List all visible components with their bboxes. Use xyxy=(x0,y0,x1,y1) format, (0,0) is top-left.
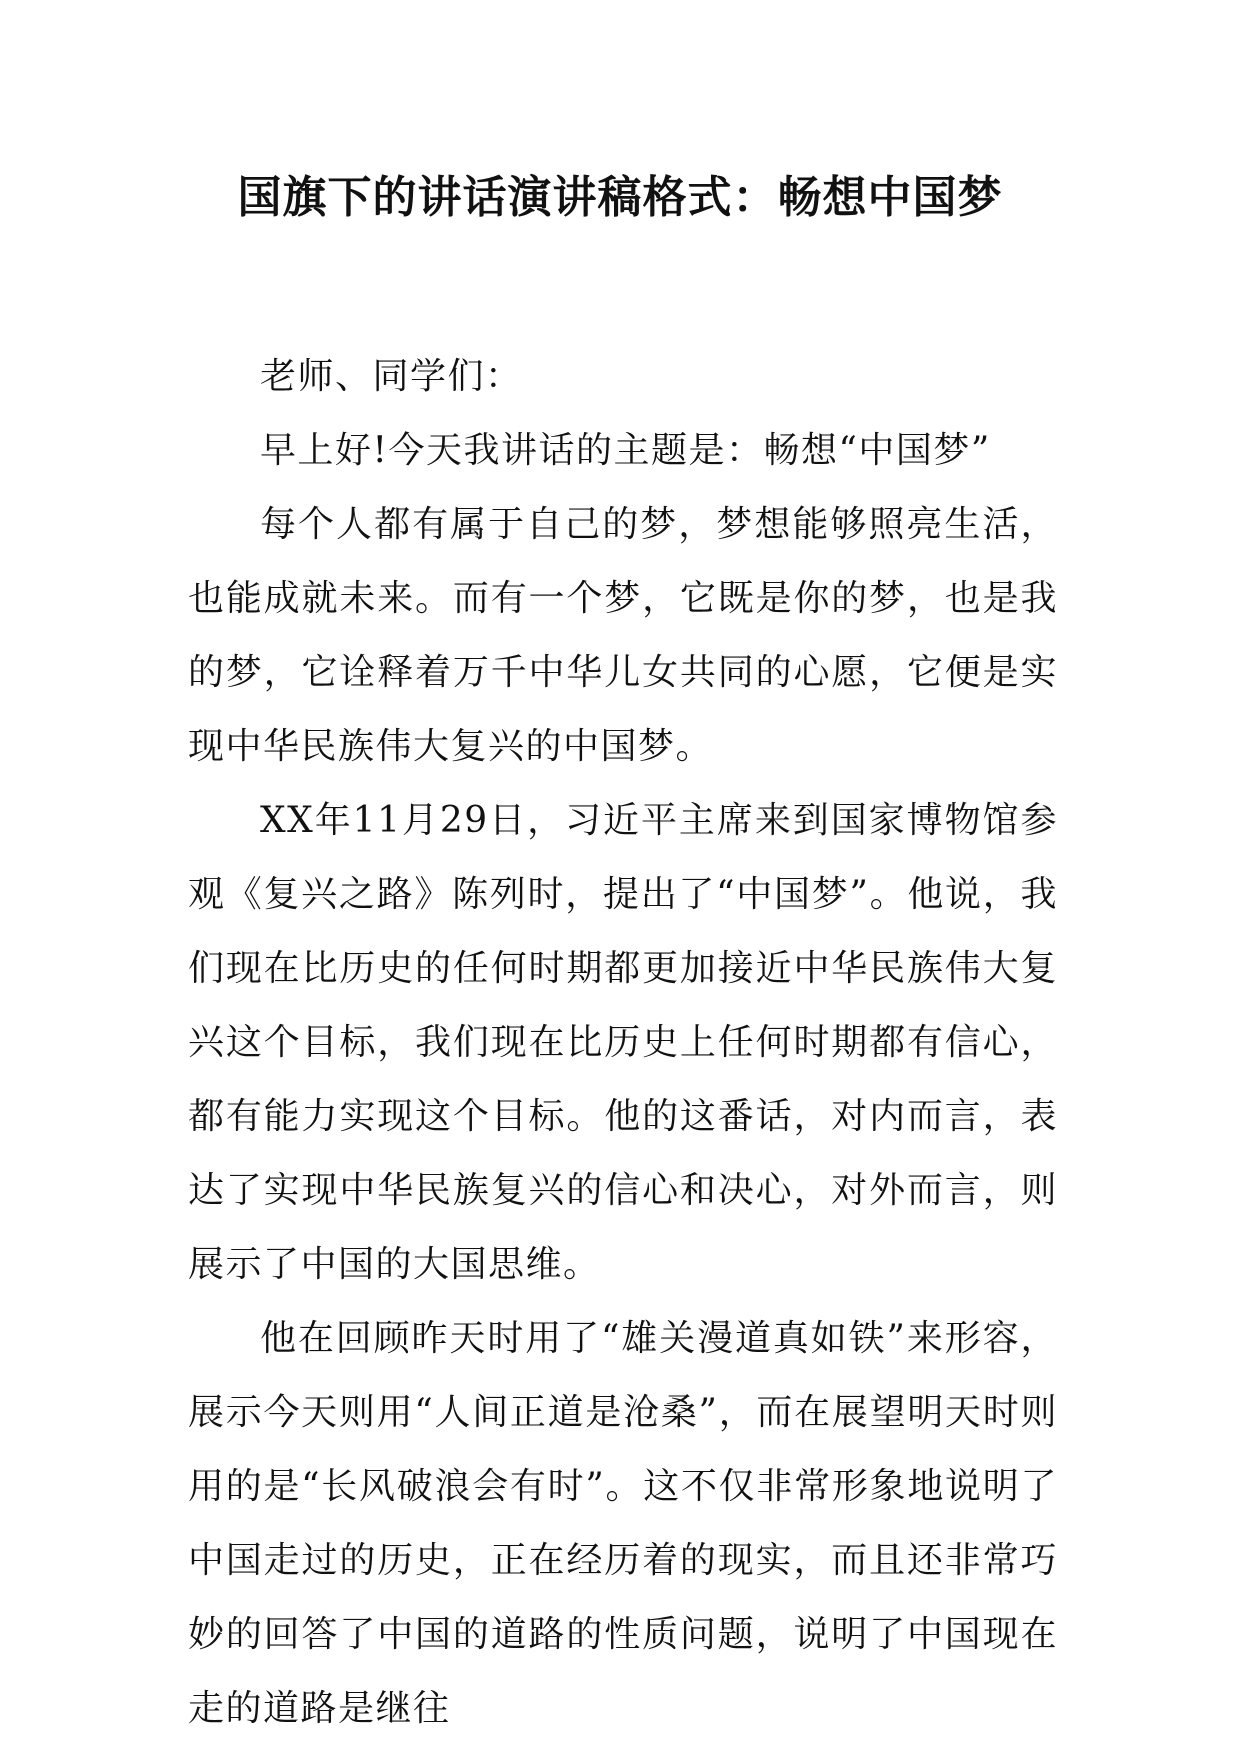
paragraph-salutation: 老师、同学们： xyxy=(260,356,523,397)
paragraph-dream-intro: 每个人都有属于自己的梦，梦想能够照亮生活，也能成就未来。而有一个梦，它既是你的梦，也是我的梦，它诠释着万千中华儿女共同的心愿，它便是实现中华民族伟大复兴的中国梦。 xyxy=(188,504,1058,767)
document-title: 国旗下的讲话演讲稿格式：畅想中国梦 xyxy=(237,172,1003,223)
paragraph-greeting: 早上好!今天我讲话的主题是：畅想“中国梦” xyxy=(260,430,991,471)
document-body xyxy=(188,340,1058,1746)
paragraph-museum-visit: XX年11月29日，习近平主席来到国家博物馆参观《复兴之路》陈列时，提出了“中国梦”。他说，我们现在比历史的任何时期都更加接近中华民族伟大复兴这个目标，我们现在比历史上任何时期都有信心，都有能力实现这个目标。他的这番话，对内而言，表达了实现中华民族复兴的信心和决心，对外而言，则展示了中国的大国思维。 xyxy=(188,800,1058,1285)
paragraph-history-review: 他在回顾昨天时用了“雄关漫道真如铁”来形容，展示今天则用“人间正道是沧桑”，而在展望明天时则用的是“长风破浪会有时”。这不仅非常形象地说明了中国走过的历史，正在经历着的现实，而且还非常巧妙的回答了中国的道路的性质问题，说明了中国现在走的道路是继往 xyxy=(188,1318,1058,1729)
